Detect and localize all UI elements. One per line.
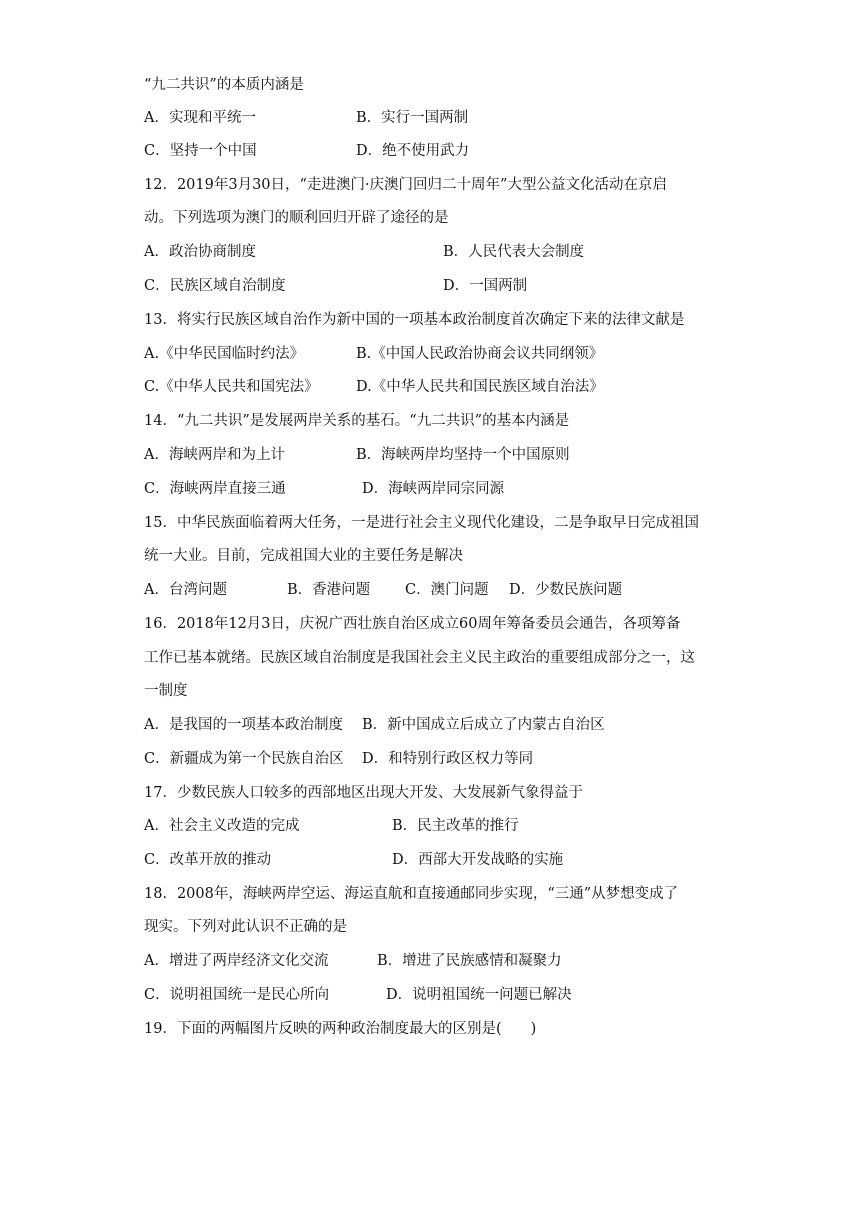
q15-option-a: A．台湾问题 bbox=[144, 582, 227, 598]
q11-option-b: B．实行一国两制 bbox=[356, 110, 469, 126]
q13-stem: 13．将实行民族区域自治作为新中国的一项基本政治制度首次确定下来的法律文献是 bbox=[144, 312, 685, 328]
q16-option-b: B．新中国成立后成立了内蒙古自治区 bbox=[362, 717, 605, 733]
q17-stem: 17．少数民族人口较多的西部地区出现大开发、大发展新气象得益于 bbox=[144, 785, 583, 801]
q15-option-c: C．澳门问题 bbox=[405, 582, 489, 598]
q12-stem-line2: 动。下列选项为澳门的顺利回归开辟了途径的是 bbox=[144, 210, 449, 226]
q13-option-c: C.《中华人民共和国宪法》 bbox=[144, 379, 319, 395]
q17-option-a: A．社会主义改造的完成 bbox=[144, 818, 300, 834]
q15-stem-line2: 统一大业。目前，完成祖国大业的主要任务是解决 bbox=[144, 548, 463, 564]
q11-stem: “九二共识”的本质内涵是 bbox=[144, 77, 304, 93]
q16-option-c: C．新疆成为第一个民族自治区 bbox=[144, 751, 344, 767]
q16-stem-line2: 工作已基本就绪。民族区域自治制度是我国社会主义民主政治的重要组成部分之一，这 bbox=[144, 650, 695, 666]
q14-option-d: D．海峡两岸同宗同源 bbox=[362, 481, 505, 497]
q12-option-b: B．人民代表大会制度 bbox=[443, 244, 585, 260]
q14-stem: 14．“九二共识”是发展两岸关系的基石。“九二共识”的基本内涵是 bbox=[144, 413, 570, 429]
q18-option-b: B．增进了民族感情和凝聚力 bbox=[377, 953, 562, 969]
q14-option-b: B．海峡两岸均坚持一个中国原则 bbox=[356, 447, 570, 463]
q17-option-b: B．民主改革的推行 bbox=[392, 818, 519, 834]
q19-stem: 19．下面的两幅图片反映的两种政治制度最大的区别是( ) bbox=[144, 1021, 537, 1037]
q18-option-d: D．说明祖国统一问题已解决 bbox=[386, 987, 572, 1003]
q17-option-d: D．西部大开发战略的实施 bbox=[392, 852, 564, 868]
q13-option-d: D.《中华人民共和国民族区域自治法》 bbox=[356, 379, 604, 395]
q15-option-d: D．少数民族问题 bbox=[509, 582, 623, 598]
q16-stem-line3: 一制度 bbox=[144, 683, 188, 699]
q16-stem-line1: 16．2018年12月3日，庆祝广西壮族自治区成立60周年筹备委员会通告，各项筹备 bbox=[144, 616, 681, 632]
q14-option-c: C．海峡两岸直接三通 bbox=[144, 481, 286, 497]
q11-option-c: C．坚持一个中国 bbox=[144, 143, 257, 159]
q12-option-a: A．政治协商制度 bbox=[144, 244, 256, 260]
q18-stem-line2: 现实。下列对此认识不正确的是 bbox=[144, 919, 347, 935]
q11-option-d: D．绝不使用武力 bbox=[356, 143, 470, 159]
q15-stem-line1: 15．中华民族面临着两大任务，一是进行社会主义现代化建设，二是争取早日完成祖国 bbox=[144, 515, 699, 531]
q14-option-a: A．海峡两岸和为上计 bbox=[144, 447, 285, 463]
q12-option-d: D．一国两制 bbox=[443, 278, 528, 294]
q18-option-a: A．增进了两岸经济文化交流 bbox=[144, 953, 329, 969]
q13-option-b: B.《中国人民政治协商会议共同纲领》 bbox=[356, 346, 604, 362]
q13-option-a: A.《中华民国临时约法》 bbox=[144, 346, 305, 362]
q18-option-c: C．说明祖国统一是民心所向 bbox=[144, 987, 330, 1003]
q12-stem-line1: 12．2019年3月30日，“走进澳门·庆澳门回归二十周年”大型公益文化活动在京启 bbox=[144, 177, 667, 193]
q11-option-a: A．实现和平统一 bbox=[144, 110, 256, 126]
q17-option-c: C．改革开放的推动 bbox=[144, 852, 272, 868]
q16-option-d: D．和特别行政区权力等同 bbox=[362, 751, 534, 767]
q15-option-b: B．香港问题 bbox=[287, 582, 371, 598]
q18-stem-line1: 18．2008年，海峡两岸空运、海运直航和直接通邮同步实现，“三通”从梦想变成了 bbox=[144, 886, 679, 902]
q12-option-c: C．民族区域自治制度 bbox=[144, 278, 286, 294]
q16-option-a: A．是我国的一项基本政治制度 bbox=[144, 717, 343, 733]
